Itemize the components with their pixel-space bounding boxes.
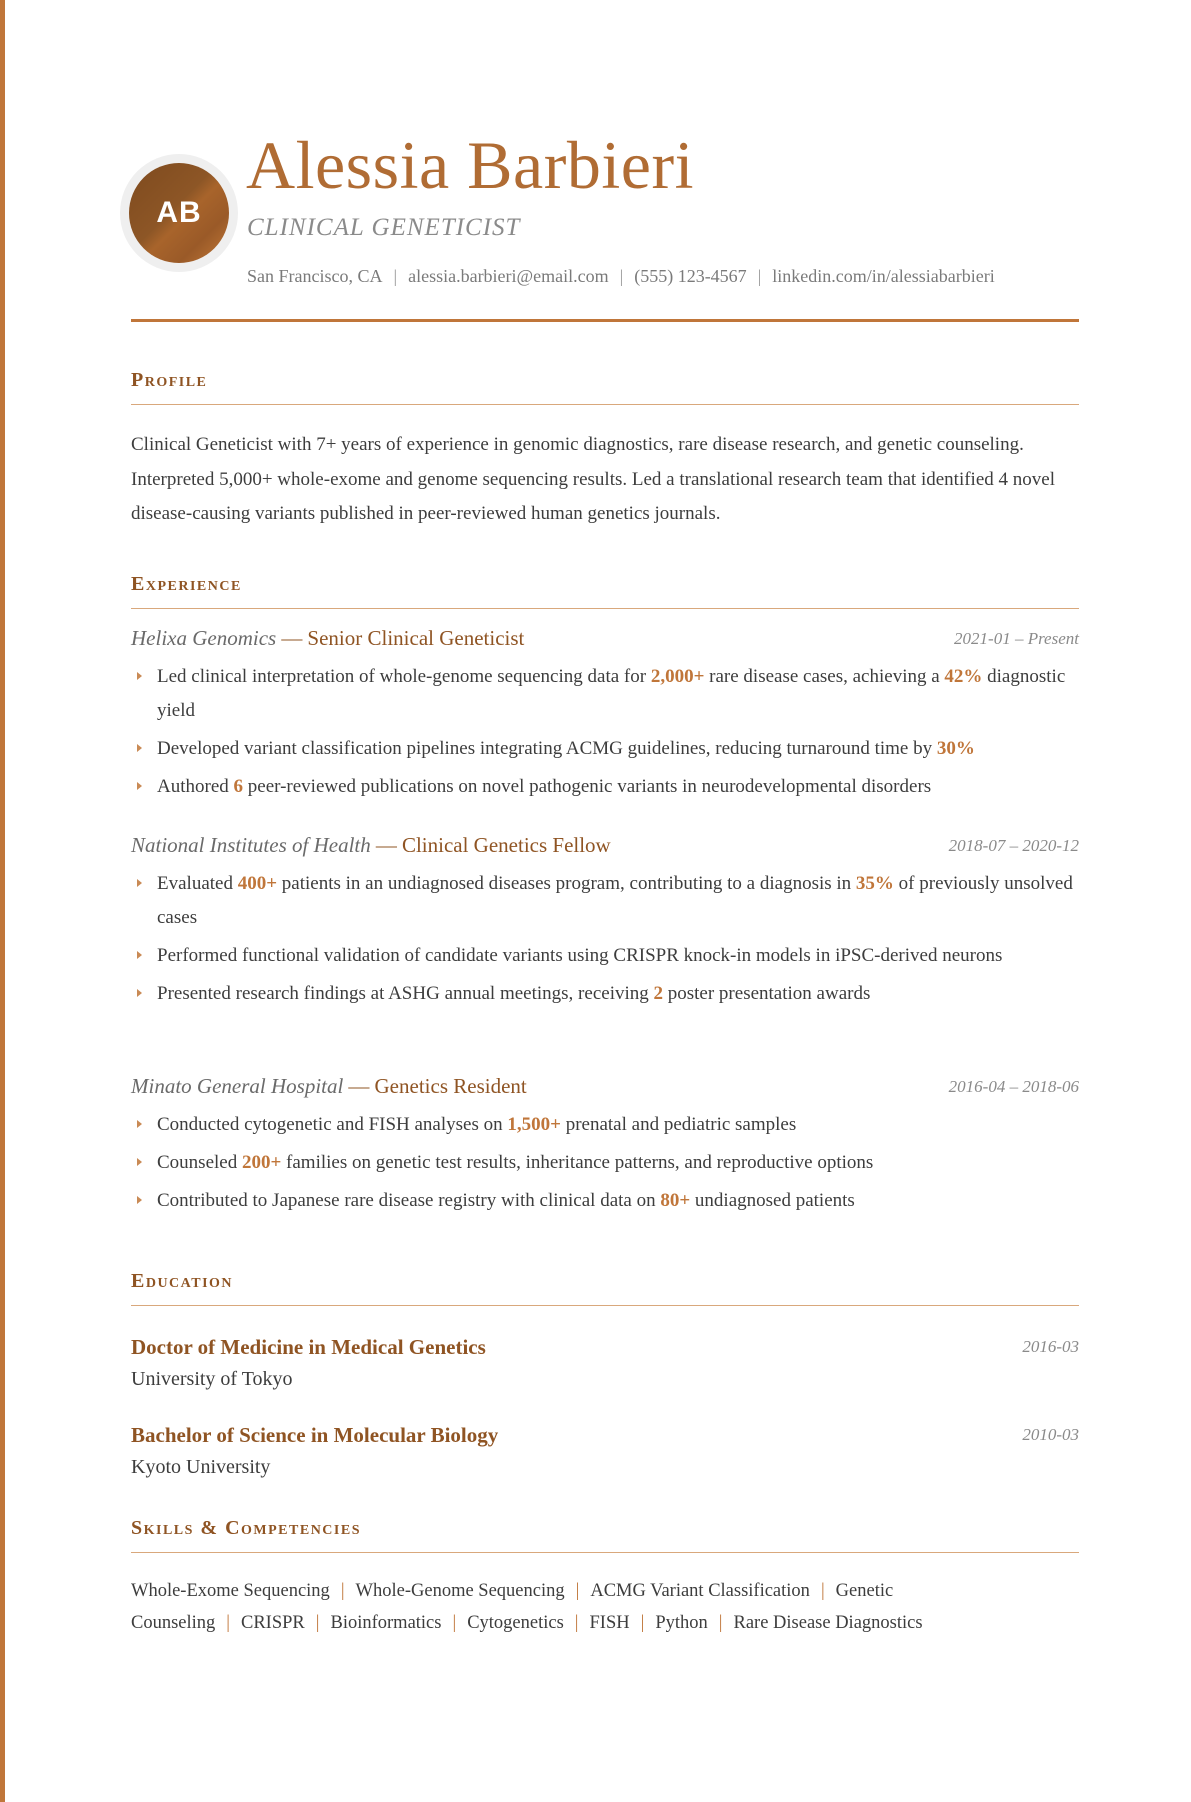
bullet-marker-icon <box>137 672 142 680</box>
skill-separator: | <box>575 1581 580 1601</box>
metric-highlight: 200+ <box>241 1152 282 1173</box>
contact-phone[interactable]: (555) 123-4567 <box>634 266 747 286</box>
profile-summary: Clinical Geneticist with 7+ years of experience in genomic diagnostics, rare disease research, and genetic counseling. Interpreted 5,000+ whole-exome and genome sequencing results. Led a translational research team that identified 4 novel disease-causing variants published in peer-reviewed human genetics journals. <box>131 434 1055 524</box>
skill-separator: | <box>226 1613 230 1633</box>
candidate-name: Alessia Barbieri <box>246 127 694 203</box>
skill-item: Whole-Exome Sequencing <box>131 1581 330 1601</box>
job-title: Genetics Resident <box>374 1074 527 1098</box>
job-title: Senior Clinical Geneticist <box>307 626 525 650</box>
job-bullet: Counseled 200+ families on genetic test results, inheritance patterns, and reproductive options <box>131 1146 1079 1180</box>
contact-separator: | <box>393 266 398 286</box>
header-divider <box>131 319 1079 322</box>
section-title-experience: Experience <box>131 573 242 595</box>
section-title-skills: Skills & Competencies <box>131 1517 361 1539</box>
resume-page <box>131 0 1079 1633</box>
skill-item: CRISPR <box>241 1613 305 1633</box>
bullet-marker-icon <box>137 989 142 997</box>
skill-item: Whole-Genome Sequencing <box>355 1581 565 1601</box>
metric-highlight: 42% <box>944 666 983 687</box>
job-bullet: Authored 6 peer-reviewed publications on novel pathogenic variants in neurodevelopmental disorders <box>131 770 1079 804</box>
profile-section-header <box>131 367 1079 405</box>
job-header <box>131 1074 1079 1108</box>
section-title-profile: Profile <box>131 369 208 391</box>
job-bullets <box>131 660 1079 804</box>
job-entry <box>131 1074 1079 1222</box>
job-dash: — <box>375 833 397 857</box>
section-divider <box>131 608 1079 609</box>
skills-list <box>131 1575 1079 1639</box>
job-company: Helixa Genomics <box>131 626 277 650</box>
left-accent-bar <box>0 0 5 1802</box>
job-header <box>131 626 1079 660</box>
resume-header <box>131 0 1079 322</box>
bullet-marker-icon <box>137 744 142 752</box>
section-divider <box>131 1305 1079 1306</box>
avatar <box>129 163 229 263</box>
bullet-marker-icon <box>137 1158 142 1166</box>
job-entry <box>131 833 1079 1015</box>
job-dates: 2018-07 – 2020-12 <box>948 836 1079 855</box>
contact-linkedin[interactable]: linkedin.com/in/alessiabarbieri <box>772 266 995 286</box>
job-heading <box>131 833 611 858</box>
education-section-header <box>131 1268 1079 1306</box>
skill-separator: | <box>452 1613 457 1633</box>
skill-item: Cytogenetics <box>467 1613 564 1633</box>
skill-separator: | <box>718 1613 723 1633</box>
bullet-marker-icon <box>137 1120 142 1128</box>
contact-line <box>247 266 995 287</box>
job-company: National Institutes of Health <box>131 833 371 857</box>
job-bullet: Evaluated 400+ patients in an undiagnosed diseases program, contributing to a diagnosis in 35% of previously unsolved cases <box>131 867 1079 935</box>
bullet-marker-icon <box>137 879 142 887</box>
skill-separator: | <box>820 1581 825 1601</box>
section-title-education: Education <box>131 1270 234 1292</box>
job-bullet: Led clinical interpretation of whole-genome sequencing data for 2,000+ rare disease cases, achieving a 42% diagnostic yield <box>131 660 1079 728</box>
education-school: University of Tokyo <box>131 1368 293 1390</box>
job-heading <box>131 1074 527 1099</box>
education-entry <box>131 1331 1079 1395</box>
job-bullet: Developed variant classification pipelines integrating ACMG guidelines, reducing turnaround time by 30% <box>131 732 1079 766</box>
contact-separator: | <box>619 266 624 286</box>
experience-section-header <box>131 571 1079 609</box>
candidate-role: CLINICAL GENETICIST <box>247 214 521 241</box>
metric-highlight: 1,500+ <box>507 1114 561 1135</box>
skills-section-header <box>131 1515 1079 1553</box>
skill-separator: | <box>340 1581 345 1601</box>
metric-highlight: 6 <box>233 776 244 797</box>
metric-highlight: 80+ <box>660 1190 691 1211</box>
skill-item: Bioinformatics <box>330 1613 442 1633</box>
skill-separator: | <box>640 1613 645 1633</box>
bullet-marker-icon <box>137 951 142 959</box>
education-entry <box>131 1419 1079 1483</box>
education-degree: Bachelor of Science in Molecular Biology <box>131 1423 499 1447</box>
education-date: 2016-03 <box>1022 1337 1079 1356</box>
bullet-marker-icon <box>137 782 142 790</box>
bullet-marker-icon <box>137 1196 142 1204</box>
job-dash: — <box>348 1074 370 1098</box>
job-company: Minato General Hospital <box>131 1074 344 1098</box>
skill-item: Python <box>655 1613 708 1633</box>
contact-separator: | <box>757 266 762 286</box>
section-divider <box>131 404 1079 405</box>
metric-highlight: 2 <box>653 983 663 1004</box>
job-bullet: Performed functional validation of candidate variants using CRISPR knock-in models in iPSC-derived neurons <box>131 939 1079 973</box>
job-dates: 2021-01 – Present <box>954 629 1079 648</box>
education-degree: Doctor of Medicine in Medical Genetics <box>131 1335 486 1359</box>
job-dash: — <box>281 626 303 650</box>
skill-item: FISH <box>589 1613 630 1633</box>
skill-separator: | <box>574 1613 579 1633</box>
education-school: Kyoto University <box>131 1456 271 1478</box>
job-bullets <box>131 1108 1079 1218</box>
contact-email[interactable]: alessia.barbieri@email.com <box>408 266 609 286</box>
job-bullet: Conducted cytogenetic and FISH analyses on 1,500+ prenatal and pediatric samples <box>131 1108 1079 1142</box>
avatar-initials: AB <box>156 196 202 229</box>
education-date: 2010-03 <box>1022 1425 1079 1444</box>
metric-highlight: 35% <box>855 873 894 894</box>
metric-highlight: 400+ <box>237 873 278 894</box>
skill-item: Rare Disease Diagnostics <box>733 1613 923 1633</box>
skill-item: Genetic Counseling <box>131 1581 894 1633</box>
contact-location: San Francisco, CA <box>247 266 383 286</box>
job-header <box>131 833 1079 867</box>
skill-item: ACMG Variant Classification <box>590 1581 810 1601</box>
job-bullet: Presented research findings at ASHG annual meetings, receiving 2 poster presentation awards <box>131 977 1079 1011</box>
job-bullet: Contributed to Japanese rare disease registry with clinical data on 80+ undiagnosed patients <box>131 1184 1079 1218</box>
job-entry <box>131 626 1079 808</box>
metric-highlight: 30% <box>936 738 975 759</box>
metric-highlight: 2,000+ <box>650 666 705 687</box>
job-bullets <box>131 867 1079 1011</box>
job-dates: 2016-04 – 2018-06 <box>948 1077 1079 1096</box>
job-heading <box>131 626 524 651</box>
section-divider <box>131 1552 1079 1553</box>
job-title: Clinical Genetics Fellow <box>401 833 611 857</box>
skill-separator: | <box>315 1613 320 1633</box>
